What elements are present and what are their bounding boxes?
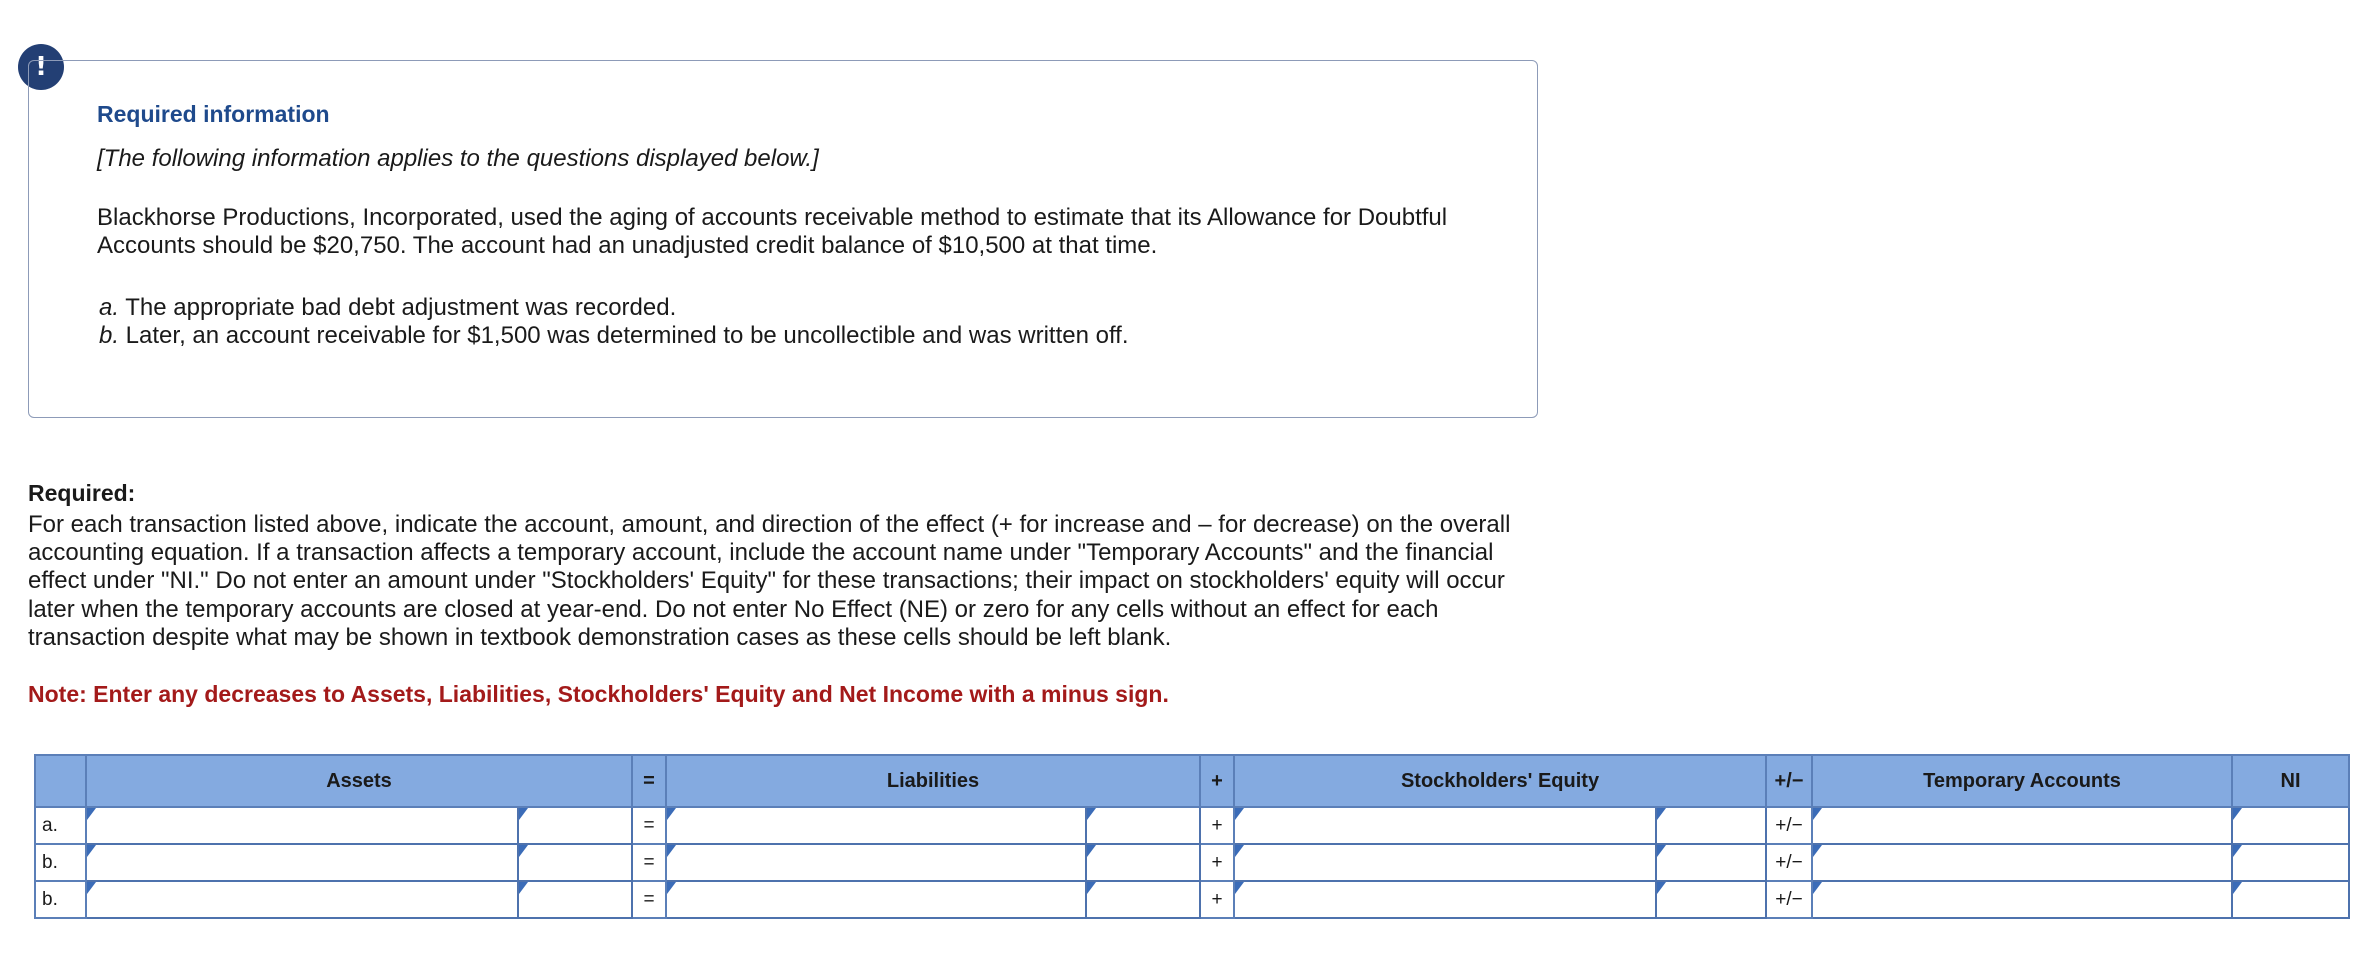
row-label-header — [35, 755, 86, 807]
note-text: Note: Enter any decreases to Assets, Liabilities, Stockholders' Equity and Net Income with a minus sign. — [28, 681, 1169, 707]
liabilities-amount-cell — [1086, 881, 1200, 918]
table-header-row — [35, 755, 2349, 807]
liabilities-account-cell — [666, 807, 1086, 844]
required-information-box — [28, 60, 1538, 418]
list-item-text: The appropriate bad debt adjustment was recorded. — [119, 294, 677, 321]
equity-account-input[interactable] — [1235, 882, 1655, 917]
plus-minus-sign: +/− — [1766, 844, 1812, 881]
temporary-accounts-header: Temporary Accounts — [1812, 755, 2232, 807]
ni-amount-input[interactable] — [2233, 845, 2348, 880]
info-subtitle: [The following information applies to the questions displayed below.] — [97, 145, 819, 172]
assets-account-cell — [86, 844, 518, 881]
assets-account-input[interactable] — [87, 808, 517, 843]
ni-amount-cell — [2232, 807, 2349, 844]
table-row — [35, 844, 2349, 881]
temporary-account-input[interactable] — [1813, 808, 2231, 843]
liabilities-account-cell — [666, 844, 1086, 881]
equity-account-input[interactable] — [1235, 808, 1655, 843]
liabilities-account-cell — [666, 881, 1086, 918]
equals-sign: = — [632, 881, 666, 918]
temporary-account-input[interactable] — [1813, 882, 2231, 917]
plus-minus-header: +/− — [1766, 755, 1812, 807]
assets-account-input[interactable] — [87, 882, 517, 917]
plus-sign: + — [1200, 881, 1234, 918]
plus-sign: + — [1200, 844, 1234, 881]
ni-amount-cell — [2232, 844, 2349, 881]
ni-amount-input[interactable] — [2233, 882, 2348, 917]
ni-amount-input[interactable] — [2233, 808, 2348, 843]
equity-account-input[interactable] — [1235, 845, 1655, 880]
row-label: a. — [35, 807, 86, 844]
row-label: b. — [35, 881, 86, 918]
temporary-account-input[interactable] — [1813, 845, 2231, 880]
assets-amount-input[interactable] — [519, 808, 631, 843]
equity-amount-input[interactable] — [1657, 808, 1765, 843]
liabilities-amount-input[interactable] — [1087, 808, 1199, 843]
equals-header: = — [632, 755, 666, 807]
stockholders-equity-header: Stockholders' Equity — [1234, 755, 1766, 807]
assets-amount-input[interactable] — [519, 845, 631, 880]
liabilities-account-input[interactable] — [667, 808, 1085, 843]
equity-amount-input[interactable] — [1657, 845, 1765, 880]
plus-sign: + — [1200, 807, 1234, 844]
liabilities-amount-cell — [1086, 807, 1200, 844]
liabilities-account-input[interactable] — [667, 845, 1085, 880]
assets-amount-cell — [518, 807, 632, 844]
info-title: Required information — [97, 101, 330, 127]
plus-minus-sign: +/− — [1766, 807, 1812, 844]
assets-amount-cell — [518, 844, 632, 881]
ni-header: NI — [2232, 755, 2349, 807]
equity-account-cell — [1234, 807, 1656, 844]
assets-header: Assets — [86, 755, 632, 807]
row-label: b. — [35, 844, 86, 881]
liabilities-amount-input[interactable] — [1087, 845, 1199, 880]
temporary-account-cell — [1812, 881, 2232, 918]
equity-account-cell — [1234, 844, 1656, 881]
liabilities-amount-cell — [1086, 844, 1200, 881]
assets-account-input[interactable] — [87, 845, 517, 880]
transaction-list — [99, 294, 1129, 350]
assets-amount-cell — [518, 881, 632, 918]
equity-amount-input[interactable] — [1657, 882, 1765, 917]
liabilities-header: Liabilities — [666, 755, 1200, 807]
equity-amount-cell — [1656, 881, 1766, 918]
table-row — [35, 807, 2349, 844]
liabilities-amount-input[interactable] — [1087, 882, 1199, 917]
list-marker: b. — [99, 322, 120, 349]
equity-amount-cell — [1656, 807, 1766, 844]
assets-account-cell — [86, 881, 518, 918]
required-instructions: For each transaction listed above, indicate the account, amount, and direction of the effect (+ for increase and – for decrease) on the overall accounting equation. If a transaction affects a temporary account, include the account name under "Temporary Accounts" and the financial effect under "NI." Do not enter an amount under "Stockholders' Equity" for these transactions; their impact on stockholders' equity will occur later when the temporary accounts are closed at year-end. Do not enter No Effect (NE) or zero for any cells without an effect for each transaction despite what may be shown in textbook demonstration cases as these cells should be left blank. — [28, 511, 1511, 651]
temporary-account-cell — [1812, 807, 2232, 844]
accounting-equation-table — [34, 754, 2350, 919]
plus-minus-sign: +/− — [1766, 881, 1812, 918]
plus-header: + — [1200, 755, 1234, 807]
equals-sign: = — [632, 844, 666, 881]
assets-amount-input[interactable] — [519, 882, 631, 917]
transaction-item-a — [99, 294, 1129, 322]
list-marker: a. — [99, 294, 120, 321]
table-row — [35, 881, 2349, 918]
equals-sign: = — [632, 807, 666, 844]
transaction-item-b — [99, 322, 1129, 350]
equity-account-cell — [1234, 881, 1656, 918]
alert-icon: ! — [18, 44, 64, 90]
equity-amount-cell — [1656, 844, 1766, 881]
assets-account-cell — [86, 807, 518, 844]
list-item-text: Later, an account receivable for $1,500 was determined to be uncollectible and was written off. — [119, 322, 1129, 349]
liabilities-account-input[interactable] — [667, 882, 1085, 917]
ni-amount-cell — [2232, 881, 2349, 918]
temporary-account-cell — [1812, 844, 2232, 881]
info-paragraph: Blackhorse Productions, Incorporated, used the aging of accounts receivable method to estimate that its Allowance for Doubtful Accounts should be $20,750. The account had an unadjusted credit balance of $10,500 at that time. — [97, 204, 1448, 259]
required-heading: Required: — [28, 480, 136, 506]
